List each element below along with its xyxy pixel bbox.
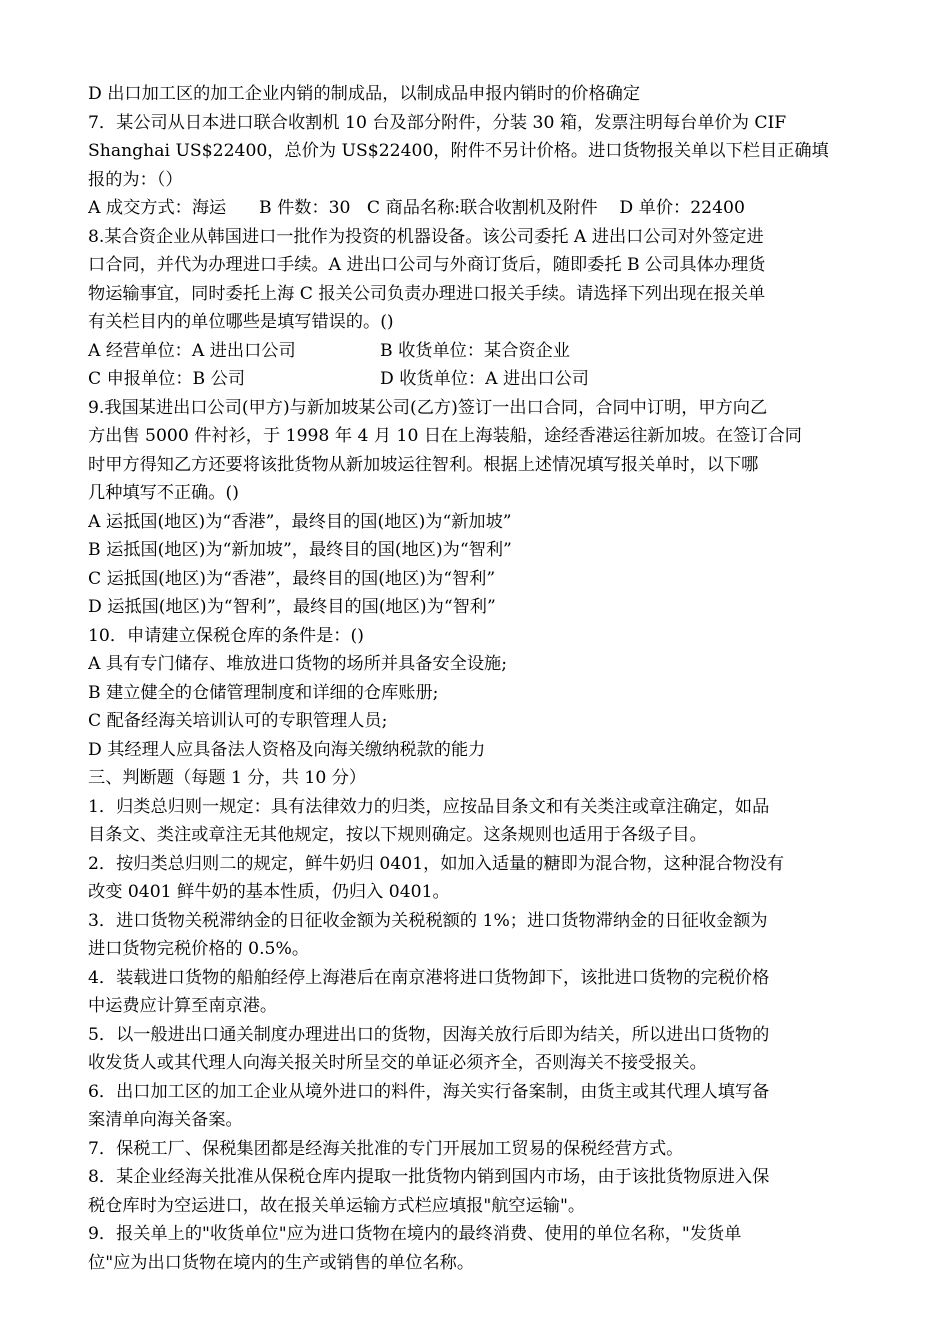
judgment-1-line-1: 1．归类总归则一规定：具有法律效力的归类，应按品目条文和有关类注或章注确定，如品 <box>88 796 770 817</box>
section-3-heading: 三、判断题（每题 1 分，共 10 分） <box>88 768 367 788</box>
question-7-options: A 成交方式：海运 B 件数：30 C 商品名称:联合收割机及附件 D 单价：22400 <box>88 198 745 218</box>
question-8-option-b: B 收货单位：某合资企业 <box>380 340 570 361</box>
question-10-option-a: A 具有专门储存、堆放进口货物的场所并具备安全设施; <box>88 654 507 674</box>
question-9-option-a: A 运抵国(地区)为“香港”，最终目的国(地区)为“新加坡” <box>88 511 512 532</box>
question-7-line-2: Shanghai US$22400，总价为 US$22400，附件不另计价格。进口货物报关单以下栏目正确填 <box>88 141 829 161</box>
judgment-4-line-1: 4．装载进口货物的船舶经停上海港后在南京港将进口货物卸下，该批进口货物的完税价格 <box>88 967 770 988</box>
judgment-5-line-2: 收发货人或其代理人向海关报关时所呈交的单证必须齐全，否则海关不接受报关。 <box>88 1053 707 1073</box>
question-8-line-3: 物运输事宜，同时委托上海 C 报关公司负责办理进口报关手续。请选择下列出现在报关单 <box>88 283 766 304</box>
question-10-option-b: B 建立健全的仓储管理制度和详细的仓库账册; <box>88 682 439 703</box>
question-9-line-3: 时甲方得知乙方还要将该批货物从新加坡运往智利。根据上述情况填写报关单时，以下哪 <box>88 454 759 475</box>
question-9-option-d: D 运抵国(地区)为“智利”，最终目的国(地区)为“智利” <box>88 597 496 617</box>
judgment-6-line-1: 6．出口加工区的加工企业从境外进口的料件，海关实行备案制，由货主或其代理人填写备 <box>88 1081 770 1102</box>
judgment-3-line-1: 3．进口货物关税滞纳金的日征收金额为关税税额的 1%；进口货物滞纳金的日征收金额为 <box>88 910 768 931</box>
question-8-option-a: A 经营单位：A 进出口公司 <box>88 340 296 361</box>
question-8-line-2: 口合同，并代为办理进口手续。A 进出口公司与外商订货后，随即委托 B 公司具体办理货 <box>88 255 766 275</box>
option-d-prev: D 出口加工区的加工企业内销的制成品，以制成品申报内销时的价格确定 <box>88 84 641 104</box>
judgment-2-line-2: 改变 0401 鲜牛奶的基本性质，仍归入 0401。 <box>88 882 450 902</box>
question-10-option-d: D 其经理人应具备法人资格及向海关缴纳税款的能力 <box>88 739 486 760</box>
judgment-9-line-1: 9．报关单上的"收货单位"应为进口货物在境内的最终消费、使用的单位名称，"发货单 <box>88 1224 742 1244</box>
question-7-line-3: 报的为：（） <box>88 169 183 190</box>
judgment-4-line-2: 中运费应计算至南京港。 <box>88 996 278 1016</box>
question-8-options-row-1 <box>88 337 853 366</box>
judgment-1-line-2: 目条文、类注或章注无其他规定，按以下规则确定。这条规则也适用于各级子目。 <box>88 825 707 845</box>
question-8-line-4: 有关栏目内的单位哪些是填写错误的。() <box>88 312 394 332</box>
question-8-option-c: C 申报单位：B 公司 <box>88 369 246 389</box>
question-8-line-1: 8.某合资企业从韩国进口一批作为投资的机器设备。该公司委托 A 进出口公司对外签定进 <box>88 226 764 247</box>
judgment-6-line-2: 案清单向海关备案。 <box>88 1110 243 1130</box>
question-7-line-1: 7．某公司从日本进口联合收割机 10 台及部分附件，分装 30 箱，发票注明每台单价为 CIF <box>88 112 787 133</box>
document-body <box>88 80 853 1277</box>
judgment-9-line-2: 位"应为出口货物在境内的生产或销售的单位名称。 <box>88 1252 475 1273</box>
question-9-option-c: C 运抵国(地区)为“香港”，最终目的国(地区)为“智利” <box>88 568 496 589</box>
judgment-7: 7．保税工厂、保税集团都是经海关批准的专门开展加工贸易的保税经营方式。 <box>88 1138 684 1159</box>
judgment-5-line-1: 5．以一般进出口通关制度办理进出口的货物，因海关放行后即为结关，所以进出口货物的 <box>88 1024 770 1045</box>
judgment-2-line-1: 2．按归类总归则二的规定，鲜牛奶归 0401，如加入适量的糖即为混合物，这种混合物没有 <box>88 853 785 874</box>
question-8-options-row-2 <box>88 365 853 394</box>
question-9-option-b: B 运抵国(地区)为“新加坡”，最终目的国(地区)为“智利” <box>88 540 512 560</box>
question-9-line-4: 几种填写不正确。() <box>88 483 239 503</box>
judgment-8-line-1: 8．某企业经海关批准从保税仓库内提取一批货物内销到国内市场，由于该批货物原进入保 <box>88 1167 770 1187</box>
question-10-option-c: C 配备经海关培训认可的专职管理人员; <box>88 711 388 731</box>
question-9-line-1: 9.我国某进出口公司(甲方)与新加坡某公司(乙方)签订一出口合同，合同中订明，甲方向乙 <box>88 397 768 418</box>
question-9-line-2: 方出售 5000 件衬衫，于 1998 年 4 月 10 日在上海装船，途经香港运往新加坡。在签订合同 <box>88 426 802 446</box>
judgment-8-line-2: 税仓库时为空运进口，故在报关单运输方式栏应填报"航空运输"。 <box>88 1195 586 1216</box>
question-10: 10．申请建立保税仓库的条件是：() <box>88 625 364 646</box>
judgment-3-line-2: 进口货物完税价格的 0.5%。 <box>88 939 310 959</box>
question-8-option-d: D 收货单位：A 进出口公司 <box>380 369 589 389</box>
